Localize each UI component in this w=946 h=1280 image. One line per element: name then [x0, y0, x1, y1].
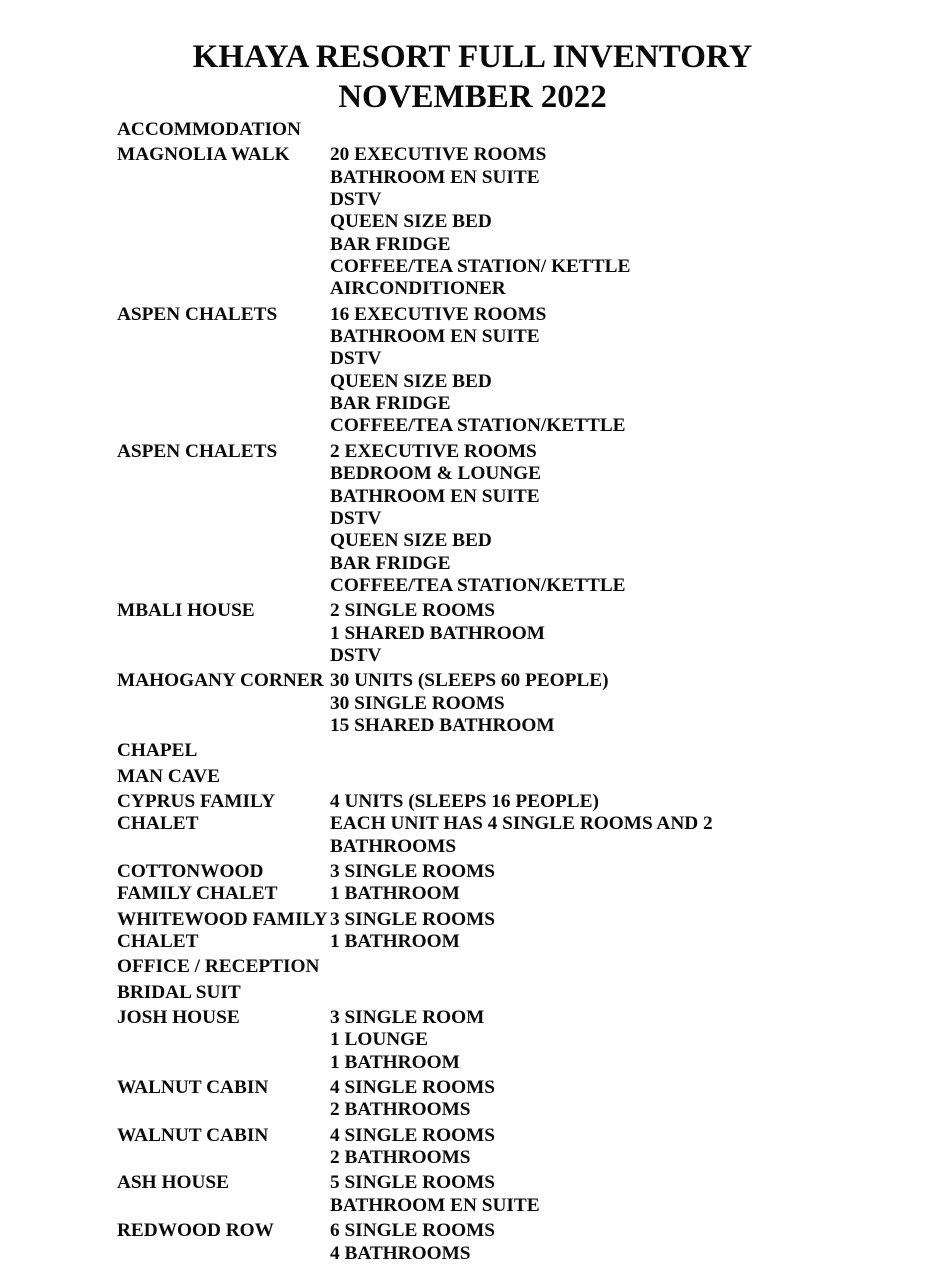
accommodation-details [330, 144, 828, 300]
accommodation-name [117, 909, 330, 954]
accommodation-details [330, 670, 828, 737]
accommodation-details [330, 600, 828, 667]
accommodation-detail-line: QUEEN SIZE BED [330, 370, 492, 392]
accommodation-name [117, 791, 330, 836]
accommodation-name [117, 670, 330, 692]
accommodation-details [330, 441, 828, 597]
accommodation-detail-line: 15 SHARED BATHROOM [330, 714, 555, 736]
inventory-row [117, 600, 828, 667]
accommodation-detail-line: 1 BATHROOM [330, 931, 460, 953]
accommodation-name-line: WALNUT CABIN [117, 1124, 269, 1146]
accommodation-detail-line: BATHROOM EN SUITE [330, 1194, 540, 1216]
inventory-row [117, 670, 828, 737]
accommodation-detail-line: 3 SINGLE ROOMS [330, 908, 495, 930]
accommodation-name [117, 956, 330, 978]
accommodation-detail-line: BATHROOM EN SUITE [330, 326, 540, 348]
accommodation-name-line: BRIDAL SUIT [117, 981, 241, 1003]
accommodation-name-line: MAGNOLIA WALK [117, 144, 290, 166]
inventory-row [117, 1077, 828, 1122]
accommodation-detail-line: COFFEE/TEA STATION/ KETTLE [330, 256, 631, 278]
accommodation-name [117, 441, 330, 463]
accommodation-details [330, 1172, 828, 1217]
accommodation-detail-line: 2 BATHROOMS [330, 1147, 471, 1169]
accommodation-detail-line: DSTV [330, 189, 382, 211]
accommodation-detail-line: BAR FRIDGE [330, 233, 451, 255]
inventory-row [117, 791, 828, 858]
accommodation-detail-line: 2 BATHROOMS [330, 1099, 471, 1121]
accommodation-detail-line: BEDROOM & LOUNGE [330, 463, 542, 485]
accommodation-name-line: MAN CAVE [117, 765, 221, 787]
accommodation-detail-line: 16 EXECUTIVE ROOMS [330, 303, 547, 325]
accommodation-detail-line: COFFEE/TEA STATION/KETTLE [330, 415, 626, 437]
accommodation-details [330, 1125, 828, 1170]
accommodation-name-line: FAMILY CHALET [117, 883, 278, 905]
accommodation-name-line: MBALI HOUSE [117, 600, 255, 622]
accommodation-detail-line: DSTV [330, 348, 382, 370]
section-header-row [117, 119, 828, 141]
accommodation-details [330, 1077, 828, 1122]
accommodation-name [117, 1125, 330, 1147]
accommodation-name [117, 766, 330, 788]
accommodation-detail-line: 3 SINGLE ROOM [330, 1007, 485, 1029]
accommodation-name [117, 1172, 330, 1194]
accommodation-detail-line: 20 EXECUTIVE ROOMS [330, 144, 547, 166]
accommodation-details [330, 304, 828, 438]
inventory-row [117, 740, 828, 762]
accommodation-name [117, 600, 330, 622]
inventory-row [117, 982, 828, 1004]
accommodation-name-line: ASPEN CHALETS [117, 440, 278, 462]
accommodation-detail-line: QUEEN SIZE BED [330, 530, 492, 552]
accommodation-name-line: MAHOGANY CORNER [117, 670, 324, 692]
accommodation-detail-line: BATHROOM EN SUITE [330, 166, 540, 188]
accommodation-detail-line: 2 SINGLE ROOMS [330, 600, 495, 622]
accommodation-details [330, 1220, 828, 1265]
accommodation-detail-line: 4 SINGLE ROOMS [330, 1124, 495, 1146]
inventory-row [117, 909, 828, 954]
accommodation-detail-line: 1 BATHROOM [330, 1051, 460, 1073]
accommodation-detail-line: BATHROOM EN SUITE [330, 485, 540, 507]
accommodation-name-line: COTTONWOOD [117, 861, 264, 882]
accommodation-name [117, 1007, 330, 1029]
inventory-row [117, 1220, 828, 1265]
accommodation-name-line: CHALET [117, 931, 199, 953]
section-header: ACCOMMODATION [117, 119, 301, 140]
accommodation-detail-line: QUEEN SIZE BED [330, 211, 492, 233]
title-line-1: KHAYA RESORT FULL INVENTORY [192, 39, 753, 75]
accommodation-name-line: REDWOOD ROW [117, 1220, 274, 1242]
accommodation-details [330, 909, 828, 954]
accommodation-name [117, 861, 330, 906]
inventory-row [117, 1125, 828, 1170]
accommodation-name-line: ASPEN CHALETS [117, 303, 278, 325]
inventory-row [117, 766, 828, 788]
accommodation-detail-line: 6 SINGLE ROOMS [330, 1220, 495, 1242]
accommodation-detail-line: 4 UNITS (SLEEPS 16 PEOPLE) [330, 790, 599, 812]
accommodation-detail-line: 4 SINGLE ROOMS [330, 1077, 495, 1099]
accommodation-detail-line: 4 BATHROOMS [330, 1242, 471, 1264]
accommodation-detail-line: BAR FRIDGE [330, 552, 451, 574]
inventory-entries [117, 144, 828, 1265]
accommodation-name [117, 144, 330, 166]
inventory-row [117, 441, 828, 597]
accommodation-detail-line: 5 SINGLE ROOMS [330, 1172, 495, 1194]
accommodation-name [117, 304, 330, 326]
inventory-table [117, 119, 828, 1265]
inventory-row [117, 304, 828, 438]
accommodation-name-line: CYPRUS FAMILY [117, 790, 276, 812]
accommodation-detail-line: 3 SINGLE ROOMS [330, 861, 495, 882]
accommodation-name [117, 740, 330, 762]
title-line-2: NOVEMBER 2022 [338, 78, 607, 115]
accommodation-name-line: CHAPEL [117, 740, 198, 762]
accommodation-detail-line: COFFEE/TEA STATION/KETTLE [330, 574, 626, 596]
inventory-row [117, 144, 828, 300]
accommodation-name-line: WHITEWOOD FAMILY [117, 908, 328, 930]
accommodation-detail-line: DSTV [330, 644, 382, 666]
accommodation-name [117, 1077, 330, 1099]
accommodation-detail-line: BAR FRIDGE [330, 393, 451, 415]
accommodation-details [330, 791, 828, 858]
document-title [117, 38, 828, 117]
accommodation-name-line: JOSH HOUSE [117, 1007, 240, 1029]
inventory-row [117, 1172, 828, 1217]
accommodation-details [330, 1007, 828, 1074]
accommodation-detail-line: 30 SINGLE ROOMS [330, 692, 505, 714]
accommodation-name-line: CHALET [117, 813, 199, 835]
accommodation-name [117, 982, 330, 1004]
accommodation-details [330, 861, 828, 906]
inventory-row [117, 956, 828, 978]
accommodation-detail-line: 30 UNITS (SLEEPS 60 PEOPLE) [330, 670, 609, 692]
accommodation-detail-line: AIRCONDITIONER [330, 278, 506, 300]
accommodation-detail-line: 2 EXECUTIVE ROOMS [330, 440, 537, 462]
accommodation-detail-line: EACH UNIT HAS 4 SINGLE ROOMS AND 2 [330, 813, 713, 835]
accommodation-detail-line: 1 LOUNGE [330, 1029, 429, 1051]
accommodation-detail-line: 1 BATHROOM [330, 883, 460, 905]
accommodation-name-line: OFFICE / RECEPTION [117, 956, 320, 978]
accommodation-name-line: WALNUT CABIN [117, 1077, 269, 1099]
accommodation-detail-line: 1 SHARED BATHROOM [330, 622, 545, 644]
accommodation-name [117, 1220, 330, 1242]
inventory-row [117, 1007, 828, 1074]
accommodation-detail-line: DSTV [330, 507, 382, 529]
inventory-row [117, 861, 828, 906]
accommodation-name-line: ASH HOUSE [117, 1172, 229, 1194]
accommodation-detail-line: BATHROOMS [330, 835, 457, 857]
